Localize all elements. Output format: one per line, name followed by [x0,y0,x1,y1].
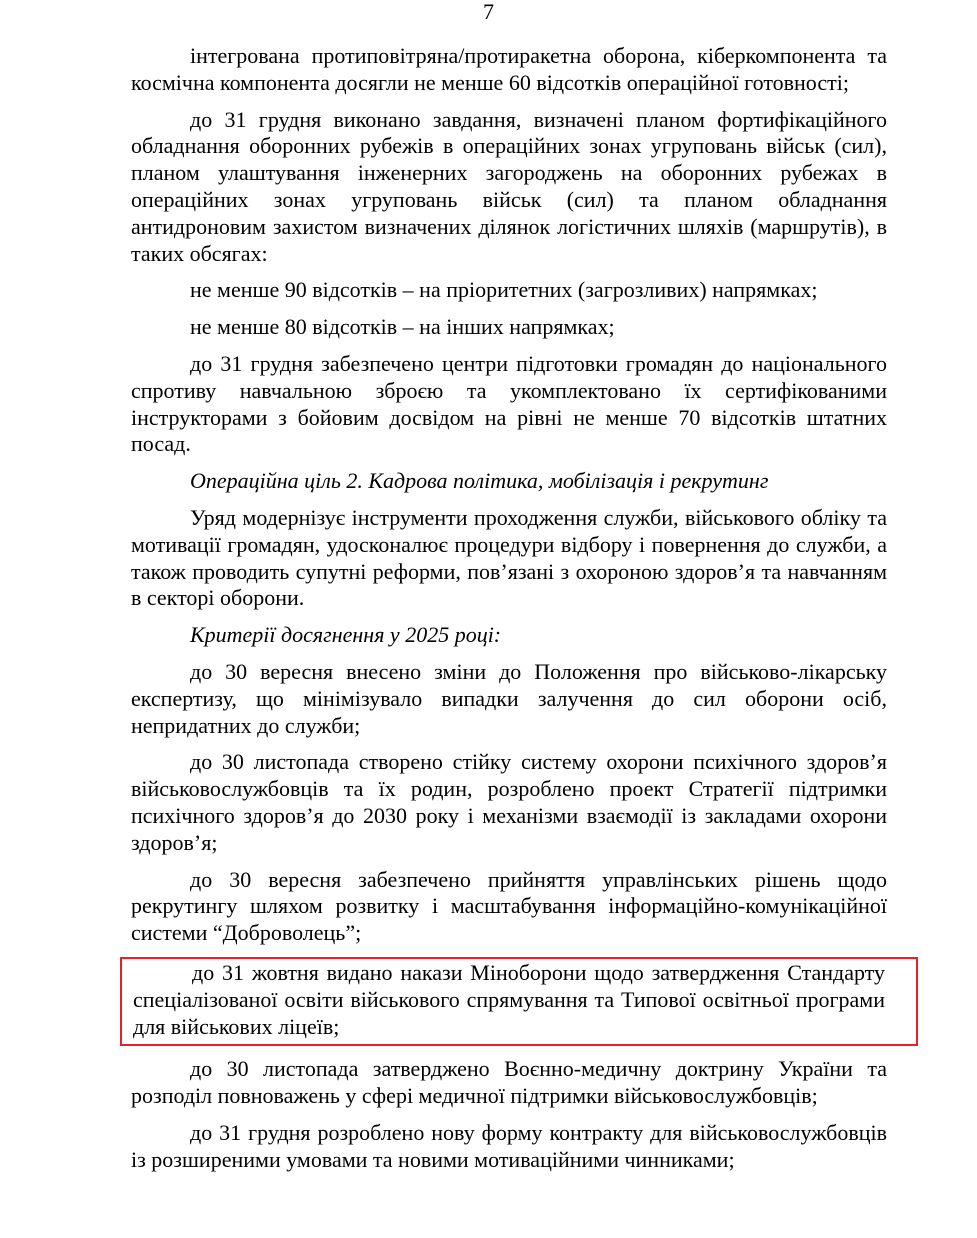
paragraph-military-lyceum-orders: до 31 жовтня видано накази Міноборони щодо затвердження Стандарту спеціалізованої освіти військового спрямування та Типової освітньої програми для військових ліцеїв; [133,959,885,1039]
paragraph-resistance-training-centers: до 31 грудня забезпечено центри підготовки громадян до національного спротиву навчальною зброєю та укомплектовано їх сертифікованими інструкторами з бойовим досвідом на рівні не менше 70 відсотків штатних посад. [131,350,887,457]
list-item-priority-directions: не менше 90 відсотків – на пріоритетних (загрозливих) напрямках; [190,277,818,303]
page-number: 7 [483,0,494,24]
paragraph-recruiting-volunteer-system: до 30 вересня забезпечено прийняття управлінських рішень щодо рекрутингу шляхом розвитку і масштабування інформаційно-комунікаційної системи “Доброволець”; [131,866,887,946]
paragraph-mental-health-system: до 30 листопада створено стійку систему охорони психічного здоров’я військовослужбовців та їх родин, розроблено проект Стратегії підтримки психічного здоров’я до 2030 року і механізми взаємодії із закладами охорони здоров’я; [131,749,887,855]
paragraph-medical-expertise: до 30 вересня внесено зміни до Положення про військово-лікарську експертизу, що мінімізувало випадки залучення до сил оборони осіб, непридатних до служби; [131,658,887,738]
paragraph-military-medical-doctrine: до 30 листопада затверджено Воєнно-медичну доктрину України та розподіл повноважень у сфері медичної підтримки військовослужбовців; [131,1056,887,1109]
highlight-box [120,957,918,1046]
paragraph-new-contract-form: до 31 грудня розроблено нову форму контракту для військовослужбовців із розширеними умовами та новими мотиваційними чинниками; [131,1119,887,1172]
document-body [131,43,887,1183]
paragraph-government-modernizes: Уряд модернізує інструменти проходження служби, військового обліку та мотивації громадян, удосконалює процедури відбору і повернення до служби, а також проводить супутні реформи, пов’язані з охороною здоров’я та навчанням в секторі оборони. [131,504,887,611]
list-item-other-directions: не менше 80 відсотків – на інших напрямках; [190,314,615,340]
criteria-heading-2025: Критерії досягнення у 2025 році: [190,622,502,648]
section-heading-operational-goal-2: Операційна ціль 2. Кадрова політика, мобілізація і рекрутинг [190,468,769,494]
paragraph-fortification-tasks: до 31 грудня виконано завдання, визначені планом фортифікаційного обладнання оборонних рубежів в операційних зонах угруповань військ (сил), планом улаштування інженерних загороджень на оборонних рубежах в операційних зонах угруповань військ (сил) та планом обладнання антидроновим захистом визначених ділянок логістичних шляхів (маршрутів), в таких обсягах: [131,106,887,266]
paragraph-air-defense-readiness: інтегрована протиповітряна/протиракетна оборона, кіберкомпонента та космічна компонента досягли не менше 60 відсотків операційної готовності; [131,43,887,95]
